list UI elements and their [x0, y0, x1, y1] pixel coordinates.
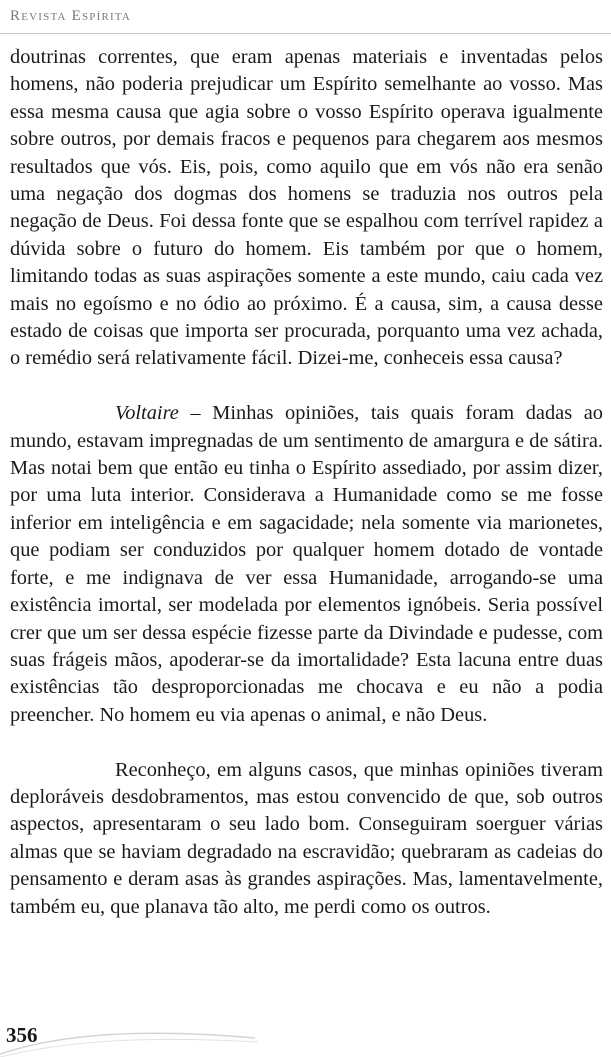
paragraph-2	[10, 400, 603, 729]
page-body	[10, 44, 603, 921]
running-head-title: Revista Espírita	[10, 8, 132, 24]
page-corner-ornament	[0, 1014, 260, 1057]
paragraph-1: doutrinas correntes, que eram apenas materiais e inventadas pelos homens, não poderia prejudicar um Espírito semelhante ao vosso. Mas essa mesma causa que agia sobre o vosso Espírito operava igualmente sobre outros, por demais fracos e pequenos para chegarem aos mesmos resultados que vós. Eis, pois, como aquilo que em vós não era senão uma negação dos dogmas dos homens se traduzia nos outros pela negação de Deus. Foi dessa fonte que se espalhou com terrível rapidez a dúvida sobre o futuro do homem. Eis também por que o homem, limitando todas as suas aspirações somente a este mundo, caiu cada vez mais no egoísmo e no ódio ao próximo. É a causa, sim, a causa desse estado de coisas que importa ser procurada, porquanto uma vez achada, o remédio será relativamente fácil. Dizei-me, conheceis essa causa?	[10, 46, 603, 370]
page-number: 356	[6, 1023, 38, 1047]
header-divider	[0, 33, 611, 34]
paragraph-3: Reconheço, em alguns casos, que minhas opiniões tiveram deploráveis desdobramentos, mas estou convencido de que, sob outros aspectos, apresentaram o seu lado bom. Conseguiram soerguer várias almas que se haviam degradado na escravidão; quebraram as cadeias do pensamento e deram asas às grandes aspirações. Mas, lamentavelmente, também eu, que planava tão alto, me perdi como os outros.	[10, 758, 603, 918]
paragraph-2-text: Minhas opiniões, tais quais foram dadas ao mundo, estavam impregnadas de um sentimento de amargura e de sátira. Mas notai bem que então eu tinha o Espírito assediado, por assim dizer, por uma luta interior. Considerava a Humanidade como se me fosse inferior em inteligência e em sagacidade; nela somente via marionetes, que podiam ser conduzidos por qualquer homem dotado de vontade forte, e me indignava de ver essa Humanidade, arrogando-se uma existência imortal, ser modelada por elementos ignóbeis. Seria possível crer que um ser dessa espécie fizesse parte da Divindade e pudesse, com suas frágeis mãos, apoderar-se da imortalidade? Esta lacuna entre duas existências tão desproporcionadas me chocava e eu não a podia preencher. No homem eu via apenas o animal, e não Deus.	[10, 402, 604, 726]
speaker-name: Voltaire –	[115, 402, 201, 425]
